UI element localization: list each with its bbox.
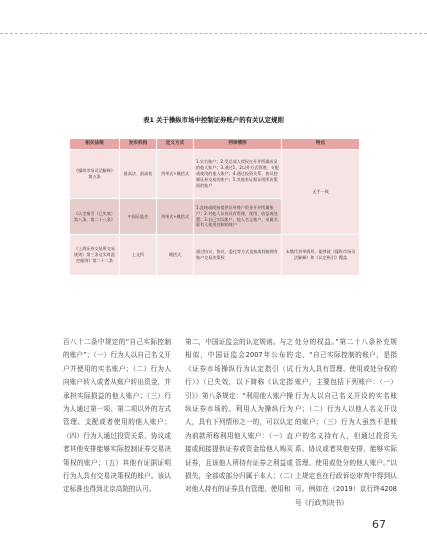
cell-law: 《上海证券交易所交易规则》第三条及实时监控细则》第二十二条 <box>70 235 120 276</box>
table-title: 表1 关于操纵市场中控制证券账户的有关认定规则 <box>143 116 284 124</box>
top-dashed-rule <box>0 33 427 34</box>
table-row <box>70 235 360 276</box>
cell-feature: 未缴代列举情形，能够就《操纵市场司法解释》和《认定指引》覆盖 <box>282 235 360 276</box>
body-column-right: 处分的权益。”第二十八条补充规定，“自己实际控制的账户，是指行为人具有管理、使用或处分权的账户，主要包括下列账户：（一）行为人以自己名义开设的实名账户；（二）行为人以他人名义开设的账户；（三）行为人虽然不是账户的名义持有人，但通过投资关系、协议或者其他安排，能够实际管理、使用或处分的他人账户。”以上规定也在行政诉讼审判中得到认可。例如在（2019）京行终4208号《行政判决书》 <box>295 338 397 507</box>
cell-issuer: 中国证监会 <box>120 199 157 235</box>
header-issuer: 发布机构 <box>120 139 157 150</box>
header-law: 相关法规 <box>70 139 120 150</box>
page-number: 67 <box>372 518 386 531</box>
cell-cases: 1.直接或间接提供证券账户资金开并所属账户；2.对他人证券具有管理、使用、收益或处置；3.自己实际账户、他人名义账户、亲属关联有人使用控制的账户 <box>194 199 282 235</box>
cell-issuer: 上交所 <box>120 235 157 276</box>
cell-cases: 1.实名账户；2.受总部人授权在开并所属成员的他人账户；3.通过1、2以外方式管理、支配或使用的他人账户；4.通过投资关系、协议控制证券交易的账户；5.其他有证据证明所决策权的账户 <box>194 150 282 199</box>
body-column-left: 百八十二条中规定的“自己实际控制的账户”；（一）行为人以自己名义开户并使用的实名账户；（二）行为人向账户转入或者从账户转出资金，并承担实际损益的他人账户；（三）行为人通过第一项、第二项以外的方式管理、支配或者使用的他人账户；（四）行为人通过投资关系、协议或者其他安排能够实际控制证券交易决策权的账户；（五）其他有证据证明行为人具有交易决策权的账户。该认定标准也得到北京高院的认可。 <box>63 338 171 494</box>
cell-feature: 无手一致 <box>282 150 360 235</box>
header-cases: 列举情形 <box>194 139 282 150</box>
regulation-table <box>69 138 360 276</box>
body-column-middle: 第二，中国证监会的认定规则。与之相似，中国证监会2007年公布的《证券市场操纵行为认定指引（试行）》（已失效，以下简称《认定指引》）第八条规定：“利用他人账户操纵证券市场的。利用人为操纵行为人，具有下列情形之一的，可以认定为前款所称利用他人账户：（一）直接或间接提供证券或资金给他人购买证券，且该他人所持有证券之利益或损失，全部或部分归属于本人；（二）对他人持有的证券具有管理、使用和 <box>185 338 293 494</box>
header-feature: 特点 <box>282 139 360 150</box>
cell-issuer: 最高法、最高检 <box>120 150 157 199</box>
cell-cases: 通过协议、协议、委托等方式直接或间接拥有账户交易决策权 <box>194 235 282 276</box>
cell-law: 《认定指引（已失效）第八条、第二十八条》 <box>70 199 120 235</box>
table-header-row <box>70 139 360 150</box>
header-method: 定义方式 <box>157 139 194 150</box>
cell-law: 《操纵市场司法解释》第五条 <box>70 150 120 199</box>
cell-method: 概括式 <box>157 235 194 276</box>
table-row <box>70 150 360 199</box>
cell-method: 列举式+概括式 <box>157 199 194 235</box>
cell-method: 列举式+概括式 <box>157 150 194 199</box>
